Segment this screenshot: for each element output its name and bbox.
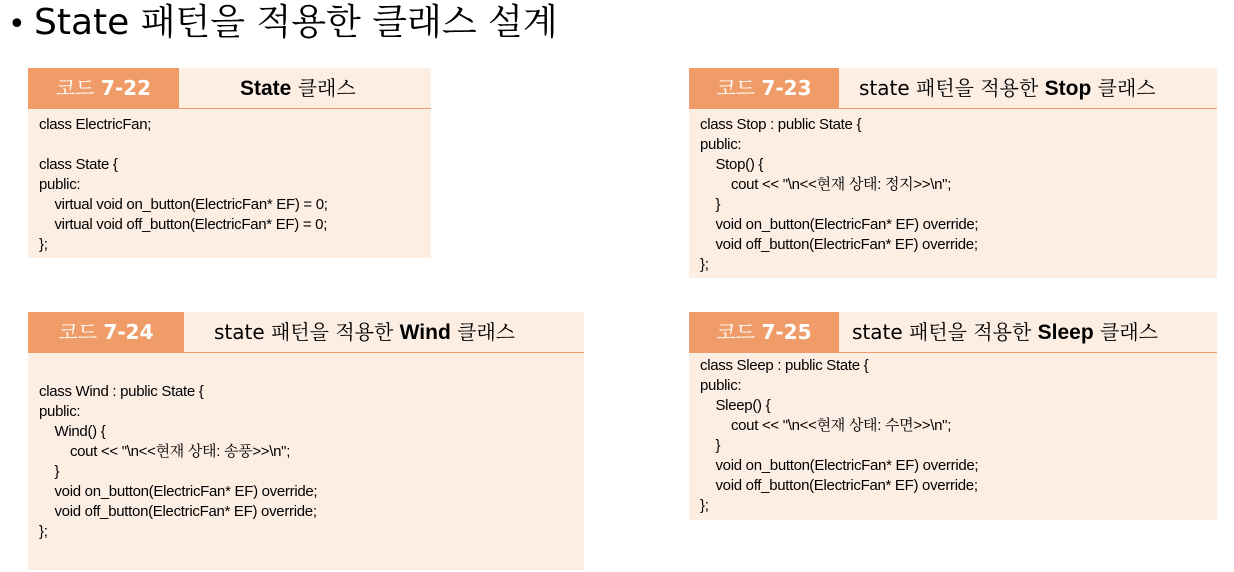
code-header [689,68,1217,109]
code-tag-prefix: 코드 [58,320,104,344]
code-title-suffix: 클래스 [450,320,516,344]
code-listing: class Stop : public State { public: Stop() { cout << "\n<<현재 상태: 정지>>\n"; } void on_button(ElectricFan* EF) override; void off_button(ElectricFan* EF) override; }; [700,116,979,273]
code-title [852,312,1158,352]
code-title-class: Sleep [1037,321,1094,344]
code-tag-prefix: 코드 [55,76,101,100]
code-number-tag [28,312,184,352]
code-tag-number: 7-25 [761,320,812,344]
code-listing: class ElectricFan; class State { public: virtual void on_button(ElectricFan* EF) = 0; virtual void off_button(ElectricFan* EF) = 0; }; [39,116,328,253]
code-header [28,68,431,109]
code-title [214,312,515,352]
code-title-suffix: 클래스 [1093,320,1159,344]
code-header [689,312,1217,353]
code-listing: class Wind : public State { public: Wind() { cout << "\n<<현재 상태: 송풍>>\n"; } void on_button(ElectricFan* EF) override; void off_button(ElectricFan* EF) override; }; [39,383,318,540]
code-number-tag [689,68,839,108]
code-listing: class Sleep : public State { public: Sleep() { cout << "\n<<현재 상태: 수면>>\n"; } void on_button(ElectricFan* EF) override; void off_button(ElectricFan* EF) override; }; [700,357,979,514]
code-tag-number: 7-23 [761,76,812,100]
code-header [28,312,584,353]
code-box-7-23 [689,68,1217,278]
slide-title-text: State 패턴을 적용한 클래스 설계 [34,2,558,43]
code-title-suffix: 클래스 [291,76,356,100]
bullet-icon: • [8,7,26,42]
code-number-tag [28,68,179,108]
code-title-class: Wind [399,321,451,344]
code-title-class: State [240,77,292,100]
code-tag-number: 7-22 [100,76,152,100]
code-tag-prefix: 코드 [716,320,762,344]
code-box-7-25 [689,312,1217,520]
code-title-class: Stop [1044,77,1092,100]
code-box-7-22 [28,68,431,258]
code-title-prefix: state 패턴을 적용한 [859,76,1045,100]
code-title-prefix: state 패턴을 적용한 [852,320,1038,344]
code-title-prefix: state 패턴을 적용한 [214,320,400,344]
code-tag-number: 7-24 [103,320,154,344]
code-tag-prefix: 코드 [716,76,762,100]
code-title-suffix: 클래스 [1091,76,1156,100]
code-title [240,68,356,108]
code-title [859,68,1156,108]
code-box-7-24 [28,312,584,570]
code-number-tag [689,312,839,352]
slide-title [8,0,558,48]
